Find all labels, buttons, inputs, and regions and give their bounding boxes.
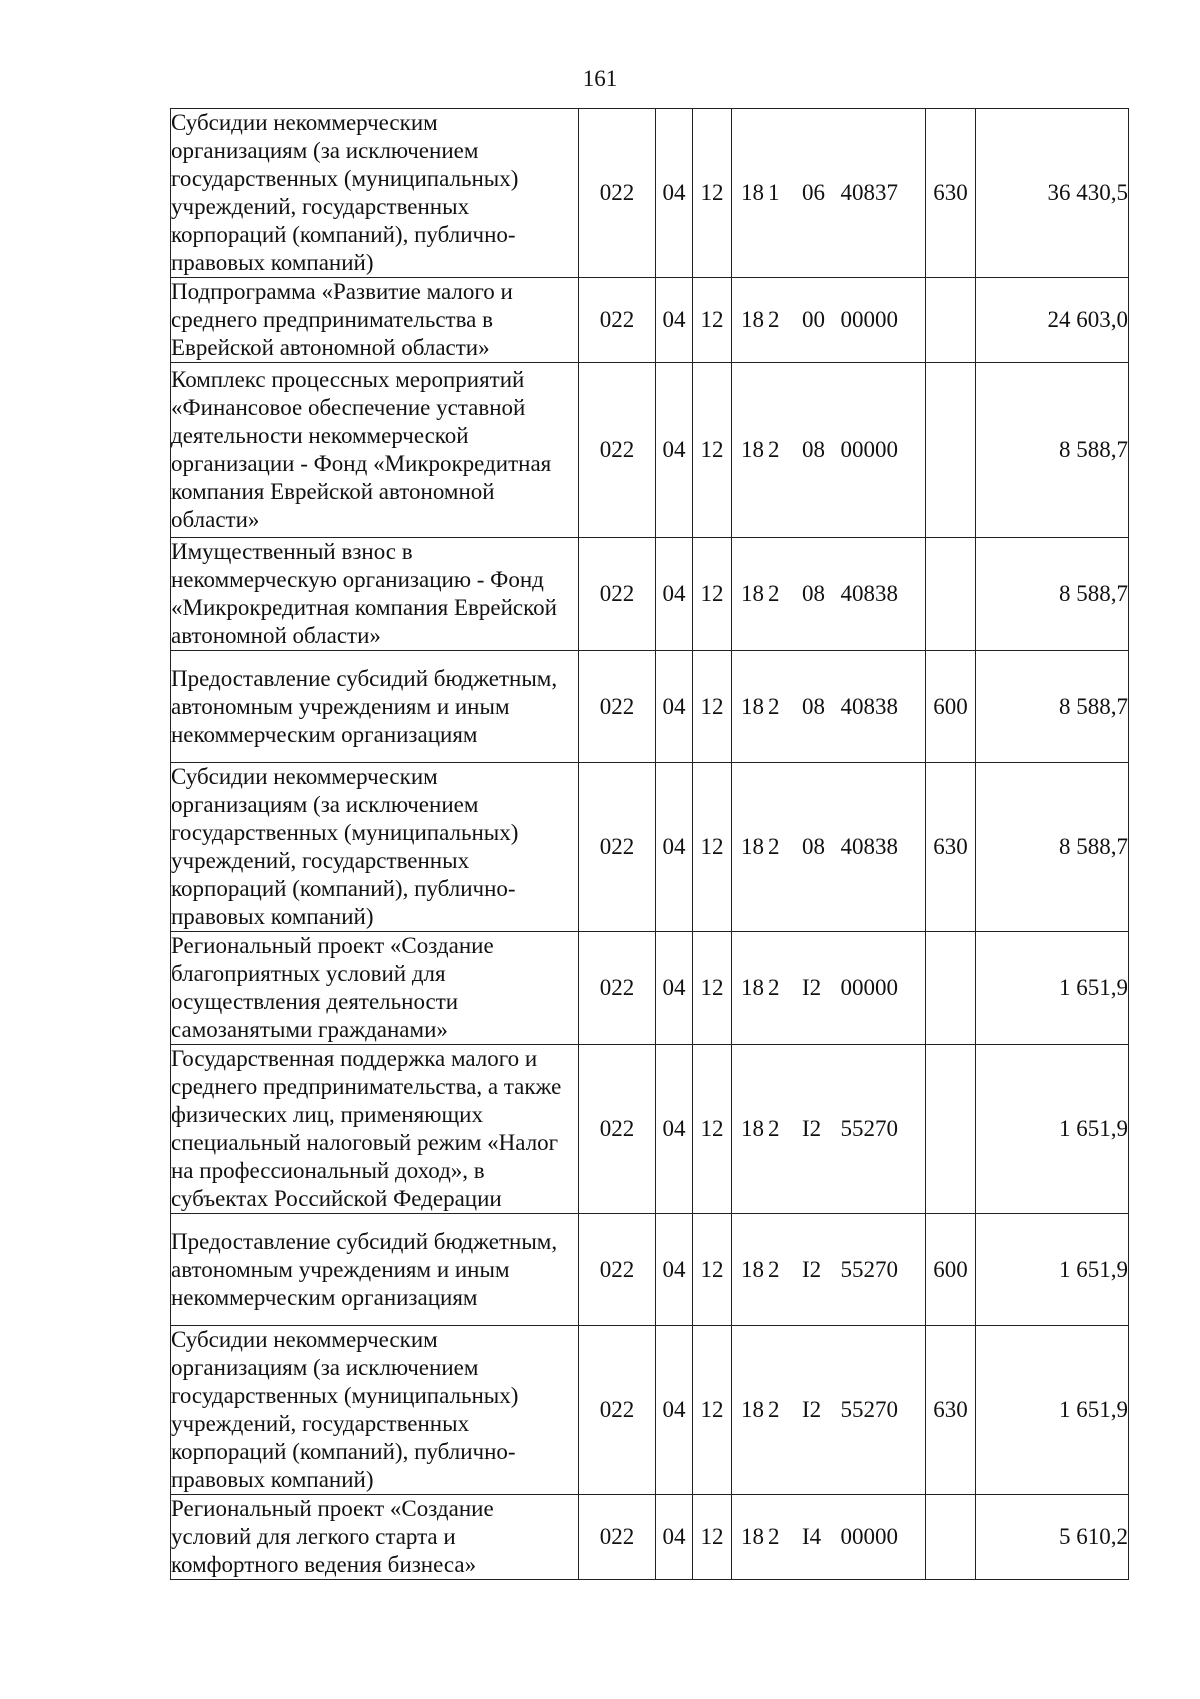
table-row bbox=[171, 932, 1129, 1045]
direction-code: 00 bbox=[802, 307, 825, 332]
subprogram-code: 2 bbox=[768, 307, 780, 332]
table-row bbox=[171, 1214, 1129, 1326]
section-code: 04 bbox=[656, 763, 693, 932]
section-code: 04 bbox=[656, 651, 693, 763]
target-article-code bbox=[732, 1214, 926, 1326]
expense-code: 00000 bbox=[840, 307, 898, 332]
section-code: 04 bbox=[656, 363, 693, 538]
subprogram-code: 2 bbox=[768, 437, 780, 462]
amount: 1 651,9 bbox=[976, 932, 1129, 1045]
program-code: 18 bbox=[741, 693, 764, 719]
table-row bbox=[171, 109, 1129, 278]
ministry-code: 022 bbox=[579, 1495, 656, 1580]
expense-type-code: 630 bbox=[926, 1326, 976, 1495]
direction-code: I2 bbox=[802, 975, 822, 1000]
row-name: Субсидии некоммерческим организациям (за исключением государственных (муниципальных) учреждений, государственных корпораций (компаний), публично-правовых компаний) bbox=[171, 763, 579, 932]
expense-code: 40838 bbox=[840, 834, 898, 859]
expense-code: 40837 bbox=[840, 180, 898, 205]
row-name: Подпрограмма «Развитие малого и среднего предпринимательства в Еврейской автономной области» bbox=[171, 278, 579, 363]
program-code: 18 bbox=[741, 1116, 764, 1141]
ministry-code: 022 bbox=[579, 651, 656, 763]
table-row bbox=[171, 1045, 1129, 1214]
row-name: Региональный проект «Создание благоприятных условий для осуществления деятельности самозанятыми гражданами» bbox=[171, 932, 579, 1045]
amount: 1 651,9 bbox=[976, 1214, 1129, 1326]
amount: 24 603,0 bbox=[976, 278, 1129, 363]
subprogram-code: 2 bbox=[768, 834, 780, 859]
amount: 36 430,5 bbox=[976, 109, 1129, 278]
amount: 8 588,7 bbox=[976, 538, 1129, 651]
direction-code: 08 bbox=[802, 693, 825, 719]
section-code: 04 bbox=[656, 109, 693, 278]
expense-type-code bbox=[926, 1495, 976, 1580]
row-name: Субсидии некоммерческим организациям (за исключением государственных (муниципальных) учреждений, государственных корпораций (компаний), публично-правовых компаний) bbox=[171, 1326, 579, 1495]
subprogram-code: 2 bbox=[768, 1524, 780, 1549]
direction-code: 08 bbox=[802, 834, 825, 859]
ministry-code: 022 bbox=[579, 278, 656, 363]
section-code: 04 bbox=[656, 538, 693, 651]
target-article-code bbox=[732, 109, 926, 278]
page-number: 161 bbox=[582, 66, 618, 91]
direction-code: 08 bbox=[802, 437, 825, 462]
subprogram-code: 2 bbox=[768, 693, 780, 719]
expense-code: 55270 bbox=[840, 1256, 898, 1282]
target-article-code bbox=[732, 651, 926, 763]
table-row bbox=[171, 278, 1129, 363]
table-row bbox=[171, 763, 1129, 932]
expense-type-code bbox=[926, 1045, 976, 1214]
target-article-code bbox=[732, 1045, 926, 1214]
amount: 8 588,7 bbox=[976, 363, 1129, 538]
program-code: 18 bbox=[741, 437, 764, 462]
subsection-code: 12 bbox=[693, 363, 732, 538]
expense-code: 55270 bbox=[840, 1116, 898, 1141]
subprogram-code: 2 bbox=[768, 1256, 780, 1282]
ministry-code: 022 bbox=[579, 109, 656, 278]
row-name: Имущественный взнос в некоммерческую организацию - Фонд «Микрокредитная компания Еврейской автономной области» bbox=[171, 538, 579, 651]
section-code: 04 bbox=[656, 1045, 693, 1214]
expense-code: 40838 bbox=[840, 693, 898, 719]
subsection-code: 12 bbox=[693, 1214, 732, 1326]
row-name: Предоставление субсидий бюджетным, автономным учреждениям и иным некоммерческим организациям bbox=[171, 651, 579, 763]
section-code: 04 bbox=[656, 278, 693, 363]
target-article-code bbox=[732, 932, 926, 1045]
row-name: Предоставление субсидий бюджетным, автономным учреждениям и иным некоммерческим организациям bbox=[171, 1214, 579, 1326]
section-code: 04 bbox=[656, 1326, 693, 1495]
expense-type-code bbox=[926, 932, 976, 1045]
ministry-code: 022 bbox=[579, 538, 656, 651]
subsection-code: 12 bbox=[693, 109, 732, 278]
expense-code: 55270 bbox=[840, 1397, 898, 1422]
expense-type-code bbox=[926, 363, 976, 538]
expense-type-code: 630 bbox=[926, 109, 976, 278]
direction-code: I2 bbox=[802, 1256, 822, 1282]
expense-code: 00000 bbox=[840, 437, 898, 462]
expense-code: 00000 bbox=[840, 975, 898, 1000]
budget-table bbox=[170, 108, 1129, 1580]
program-code: 18 bbox=[741, 1256, 764, 1282]
amount: 8 588,7 bbox=[976, 763, 1129, 932]
table-row bbox=[171, 538, 1129, 651]
expense-type-code: 630 bbox=[926, 763, 976, 932]
target-article-code bbox=[732, 1326, 926, 1495]
program-code: 18 bbox=[741, 1524, 764, 1549]
ministry-code: 022 bbox=[579, 932, 656, 1045]
amount: 1 651,9 bbox=[976, 1326, 1129, 1495]
section-code: 04 bbox=[656, 932, 693, 1045]
ministry-code: 022 bbox=[579, 1214, 656, 1326]
subsection-code: 12 bbox=[693, 1495, 732, 1580]
ministry-code: 022 bbox=[579, 763, 656, 932]
subsection-code: 12 bbox=[693, 1326, 732, 1495]
amount: 8 588,7 bbox=[976, 651, 1129, 763]
direction-code: I2 bbox=[802, 1397, 822, 1422]
subprogram-code: 2 bbox=[768, 1397, 780, 1422]
table-row bbox=[171, 651, 1129, 763]
target-article-code bbox=[732, 1495, 926, 1580]
ministry-code: 022 bbox=[579, 1326, 656, 1495]
subsection-code: 12 bbox=[693, 763, 732, 932]
ministry-code: 022 bbox=[579, 1045, 656, 1214]
direction-code: 08 bbox=[802, 581, 825, 606]
expense-code: 00000 bbox=[840, 1524, 898, 1549]
subsection-code: 12 bbox=[693, 1045, 732, 1214]
program-code: 18 bbox=[741, 975, 764, 1000]
program-code: 18 bbox=[741, 1397, 764, 1422]
subprogram-code: 1 bbox=[768, 180, 780, 205]
subsection-code: 12 bbox=[693, 538, 732, 651]
direction-code: I4 bbox=[802, 1524, 822, 1549]
program-code: 18 bbox=[741, 180, 764, 205]
subprogram-code: 2 bbox=[768, 581, 780, 606]
row-name: Субсидии некоммерческим организациям (за исключением государственных (муниципальных) учреждений, государственных корпораций (компаний), публично-правовых компаний) bbox=[171, 109, 579, 278]
table-row bbox=[171, 363, 1129, 538]
target-article-code bbox=[732, 538, 926, 651]
direction-code: 06 bbox=[802, 180, 825, 205]
subsection-code: 12 bbox=[693, 278, 732, 363]
table-row bbox=[171, 1495, 1129, 1580]
subsection-code: 12 bbox=[693, 932, 732, 1045]
target-article-code bbox=[732, 763, 926, 932]
section-code: 04 bbox=[656, 1214, 693, 1326]
expense-code: 40838 bbox=[840, 581, 898, 606]
row-name: Комплекс процессных мероприятий «Финансовое обеспечение уставной деятельности некоммерческой организации - Фонд «Микрокредитная компания Еврейской автономной области» bbox=[171, 363, 579, 538]
section-code: 04 bbox=[656, 1495, 693, 1580]
target-article-code bbox=[732, 278, 926, 363]
program-code: 18 bbox=[741, 307, 764, 332]
amount: 5 610,2 bbox=[976, 1495, 1129, 1580]
subsection-code: 12 bbox=[693, 651, 732, 763]
target-article-code bbox=[732, 363, 926, 538]
row-name: Региональный проект «Создание условий для легкого старта и комфортного ведения бизнеса» bbox=[171, 1495, 579, 1580]
expense-type-code: 600 bbox=[926, 651, 976, 763]
expense-type-code bbox=[926, 278, 976, 363]
subprogram-code: 2 bbox=[768, 975, 780, 1000]
expense-type-code: 600 bbox=[926, 1214, 976, 1326]
program-code: 18 bbox=[741, 581, 764, 606]
ministry-code: 022 bbox=[579, 363, 656, 538]
expense-type-code bbox=[926, 538, 976, 651]
subprogram-code: 2 bbox=[768, 1116, 780, 1141]
row-name: Государственная поддержка малого и среднего предпринимательства, а также физических лиц, применяющих специальный налоговый режим «Налог на профессиональный доход», в субъектах Российской Федерации bbox=[171, 1045, 579, 1214]
amount: 1 651,9 bbox=[976, 1045, 1129, 1214]
direction-code: I2 bbox=[802, 1116, 822, 1141]
program-code: 18 bbox=[741, 834, 764, 859]
table-row bbox=[171, 1326, 1129, 1495]
